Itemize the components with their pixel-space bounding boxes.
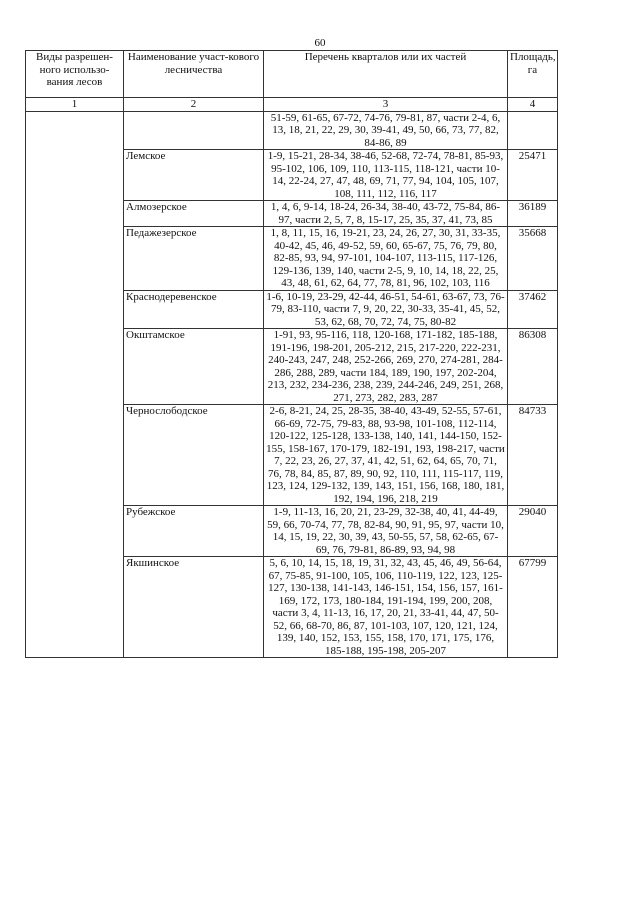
area-cell: 86308 <box>508 329 558 405</box>
area-cell: 29040 <box>508 506 558 557</box>
area-cell: 25471 <box>508 150 558 201</box>
forestry-name-cell: Лемское <box>124 150 264 201</box>
page-number: 60 <box>314 37 326 49</box>
header-area: Площадь, га <box>508 51 558 98</box>
quarters-cell: 1-9, 11-13, 16, 20, 21, 23-29, 32-38, 40, 41, 44-49, 59, 66, 70-74, 77, 78, 82-84, 90, 91, 95, 97, части 10, 14, 15, 19, 22, 30, 39, 43, 50-55, 57, 58, 62-65, 67-69, 76, 79-81, 86-89, 93, 94, 98 <box>264 506 508 557</box>
quarters-cell: 2-6, 8-21, 24, 25, 28-35, 38-40, 43-49, 52-55, 57-61, 66-69, 72-75, 79-83, 88, 93-98, 101-108, 112-114, 120-122, 125-128, 133-138, 140, 141, 144-150, 152-155, 158-167, 170-179, 182-191, 193, 198-217, части 7, 22, 23, 26, 27, 37, 41, 42, 51, 62, 64, 65, 70, 71, 76, 78, 84, 85, 87, 89, 90, 92, 110, 111, 115-117, 119, 123, 124, 129-132, 139, 143, 151, 156, 168, 180, 181, 192, 194, 196, 218, 219 <box>264 405 508 506</box>
area-cell: 67799 <box>508 557 558 658</box>
forestry-name-cell: Рубежское <box>124 506 264 557</box>
quarters-cell: 1, 4, 6, 9-14, 18-24, 26-34, 38-40, 43-72, 75-84, 86-97, части 2, 5, 7, 8, 15-17, 25, 35, 37, 41, 73, 85 <box>264 201 508 227</box>
quarters-cell: 1-9, 15-21, 28-34, 38-46, 52-68, 72-74, 78-81, 85-93, 95-102, 106, 109, 110, 113-115, 118-121, части 10-14, 22-24, 27, 47, 48, 69, 71, 77, 94, 104, 105, 107, 108, 111, 112, 116, 117 <box>264 150 508 201</box>
usage-type-cell <box>26 111 124 658</box>
area-cell: 37462 <box>508 290 558 329</box>
area-cell: 84733 <box>508 405 558 506</box>
area-cell: 36189 <box>508 201 558 227</box>
table-row-continuation <box>26 111 558 150</box>
quarters-cell: 1-6, 10-19, 23-29, 42-44, 46-51, 54-61, 63-67, 73, 76-79, 83-110, части 7, 9, 20, 22, 30-33, 35-41, 45, 52, 53, 62, 68, 70, 72, 74, 75, 80-82 <box>264 290 508 329</box>
area-cell: 35668 <box>508 227 558 291</box>
forestry-name-cell: Чернослободское <box>124 405 264 506</box>
forestry-name-cell: Алмозерское <box>124 201 264 227</box>
column-number: 4 <box>508 98 558 112</box>
forestry-name-cell: Педажезерское <box>124 227 264 291</box>
quarters-cell: 1-91, 93, 95-116, 118, 120-168, 171-182, 185-188, 191-196, 198-201, 205-212, 215, 217-220, 222-231, 240-243, 247, 248, 252-266, 269, 270, 274-281, 284-286, 288, 289, части 184, 189, 190, 197, 202-204, 213, 232, 234-236, 238, 239, 244-246, 249, 251, 268, 271, 273, 282, 283, 287 <box>264 329 508 405</box>
header-forestry-name: Наименование участ-кового лесничества <box>124 51 264 98</box>
quarters-cell: 5, 6, 10, 14, 15, 18, 19, 31, 32, 43, 45, 46, 49, 56-64, 67, 75-85, 91-100, 105, 106, 110-119, 122, 123, 125-127, 130-138, 141-143, 146-151, 154, 156, 157, 161-169, 172, 173, 180-184, 191-194, 199, 200, 208, части 3, 4, 11-13, 16, 17, 20, 21, 33-41, 44, 47, 50-52, 66, 68-70, 86, 87, 101-103, 107, 120, 121, 124, 139, 140, 152, 153, 155, 158, 170, 171, 175, 176, 185-188, 195-198, 205-207 <box>264 557 508 658</box>
forest-quarters-table <box>25 50 558 658</box>
column-number: 1 <box>26 98 124 112</box>
header-row <box>26 51 558 98</box>
area-cell <box>508 111 558 150</box>
header-quarters-list: Перечень кварталов или их частей <box>264 51 508 98</box>
column-number: 3 <box>264 98 508 112</box>
column-number-row <box>26 98 558 112</box>
forestry-name-cell: Окштамское <box>124 329 264 405</box>
quarters-cell: 1, 8, 11, 15, 16, 19-21, 23, 24, 26, 27, 30, 31, 33-35, 40-42, 45, 46, 49-52, 59, 60, 65-67, 75, 76, 79, 80, 82-85, 93, 94, 97-101, 104-107, 113-115, 117-126, 129-136, 139, 140, части 2-5, 9, 10, 14, 18, 22, 25, 43, 48, 61, 62, 64, 77, 78, 81, 96, 102, 103, 116 <box>264 227 508 291</box>
forestry-name-cell <box>124 111 264 150</box>
forestry-name-cell: Якшинское <box>124 557 264 658</box>
forestry-name-cell: Краснодеревенское <box>124 290 264 329</box>
header-usage-type: Виды разрешен-ного использо-вания лесов <box>26 51 124 98</box>
column-number: 2 <box>124 98 264 112</box>
quarters-cell: 51-59, 61-65, 67-72, 74-76, 79-81, 87, части 2-4, 6, 13, 18, 21, 22, 29, 30, 39-41, 49, 50, 66, 73, 77, 82, 84-86, 89 <box>264 111 508 150</box>
